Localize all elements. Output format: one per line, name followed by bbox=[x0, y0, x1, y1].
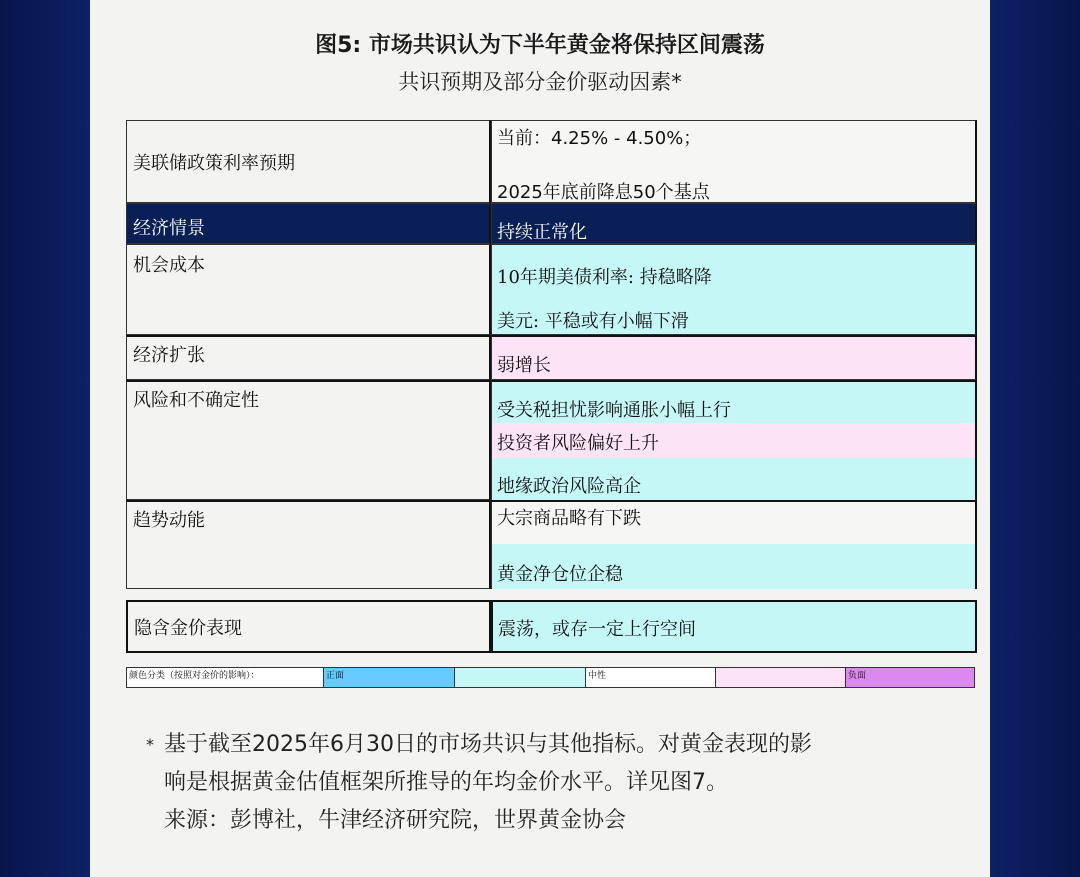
legend-neutral-label: 中性 bbox=[585, 668, 715, 687]
value-line: 大宗商品略有下跌 bbox=[492, 502, 975, 544]
value-line: 弱增长 bbox=[497, 355, 551, 376]
legend-positive-label: 正面 bbox=[323, 668, 454, 687]
footnote bbox=[146, 726, 946, 840]
row-value bbox=[491, 335, 977, 380]
table-row-economic-scenario bbox=[126, 203, 977, 244]
legend-negative-light-swatch bbox=[715, 668, 845, 687]
value-line: 黄金净仓位企稳 bbox=[492, 544, 975, 589]
value-line: 当前：4.25% - 4.50%； bbox=[497, 128, 702, 149]
table-row-momentum bbox=[126, 500, 977, 589]
footnote-line: 响是根据黄金估值框架所推导的年均金价水平。详见图7。 bbox=[164, 770, 728, 795]
table-row-opportunity-cost bbox=[126, 244, 977, 335]
row-label: 美联储政策利率预期 bbox=[126, 120, 491, 203]
implied-value bbox=[491, 600, 977, 653]
value-line: 美元: 平稳或有小幅下滑 bbox=[497, 311, 689, 332]
legend-title: 颜色分类（按照对金价的影响）： bbox=[129, 671, 260, 681]
footnote-line: 基于截至2025年6月30日的市场共识与其他指标。对黄金表现的影 bbox=[164, 732, 812, 757]
figure-subtitle: 共识预期及部分金价驱动因素* bbox=[398, 70, 682, 94]
value-line: 持续正常化 bbox=[497, 222, 587, 243]
drivers-table bbox=[126, 120, 977, 589]
row-value bbox=[491, 500, 977, 589]
row-label: 风险和不确定性 bbox=[126, 380, 491, 500]
table-row-fed-rate bbox=[126, 120, 977, 203]
figure-title: 图5: 市场共识认为下半年黄金将保持区间震荡 bbox=[315, 33, 765, 58]
document-page bbox=[90, 0, 990, 877]
table-row-economic-expansion bbox=[126, 335, 977, 380]
row-label: 趋势动能 bbox=[126, 500, 491, 589]
row-label: 经济情景 bbox=[126, 203, 491, 244]
row-value bbox=[491, 120, 977, 203]
row-label: 机会成本 bbox=[126, 244, 491, 335]
legend-negative-label: 负面 bbox=[845, 668, 974, 687]
implied-label: 隐含金价表现 bbox=[126, 600, 491, 653]
value-line: 受关税担忧影响通胀小幅上行 bbox=[492, 382, 975, 423]
asterisk-icon: * bbox=[146, 735, 154, 754]
row-value bbox=[491, 380, 977, 500]
table-row-risk-uncertainty bbox=[126, 380, 977, 500]
value-line: 震荡，或存一定上行空间 bbox=[498, 619, 696, 640]
row-value bbox=[491, 203, 977, 244]
value-line: 2025年底前降息50个基点 bbox=[497, 182, 710, 203]
color-legend bbox=[126, 667, 975, 688]
row-value bbox=[491, 244, 977, 335]
value-line: 10年期美债利率: 持稳略降 bbox=[497, 267, 712, 288]
source-line: 来源：彭博社，牛津经济研究院，世界黄金协会 bbox=[164, 808, 627, 833]
row-label: 经济扩张 bbox=[126, 335, 491, 380]
implied-performance-row bbox=[126, 600, 977, 653]
value-line: 投资者风险偏好上升 bbox=[492, 423, 975, 458]
value-line: 地缘政治风险高企 bbox=[492, 458, 975, 500]
legend-positive-light-swatch bbox=[454, 668, 585, 687]
